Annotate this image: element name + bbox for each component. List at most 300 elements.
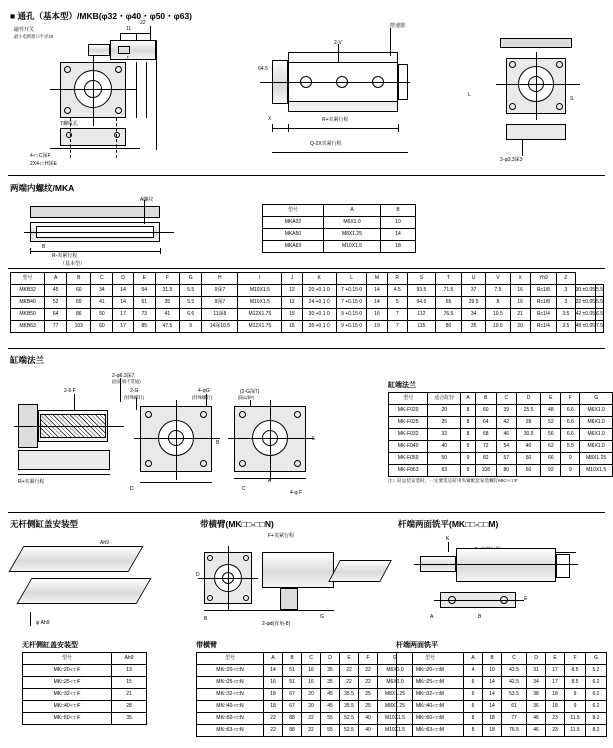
main-r2-c17: 34 — [462, 309, 486, 321]
s6-r5-c4: 46 — [527, 725, 546, 737]
flange-r0-c8: M6X1.0 — [580, 405, 613, 417]
main-r1-c19: 16 — [510, 297, 530, 309]
s6-r2-c4: 38 — [527, 689, 546, 701]
s5-r2-c3: 20 — [302, 689, 321, 701]
main-r3-c17: 35 — [462, 321, 486, 333]
label-d-5: D — [196, 572, 200, 578]
s6-th-2: B — [483, 653, 502, 665]
flange-r4-c6: 66 — [541, 453, 561, 465]
label-j: J — [126, 56, 129, 62]
flange-r1-c1: 25 — [428, 417, 461, 429]
mka-r1-c0: MKA50 — [263, 229, 324, 241]
s5-r4-c0: MK□50-□□N — [197, 713, 264, 725]
s5-r2-c7: M8X1.25 — [378, 689, 413, 701]
flange-r4-c1: 50 — [428, 453, 461, 465]
s6-r0-c1: 4 — [464, 665, 483, 677]
s6-r1-c2: 14 — [483, 677, 502, 689]
flange-r3-c3: 72 — [475, 441, 496, 453]
s4-r3-c1: 28 — [112, 701, 147, 713]
s5-r0-c2: 51 — [283, 665, 302, 677]
main-th-21: Z — [557, 273, 576, 285]
main-r2-c5: 73 — [133, 309, 155, 321]
s6-r5-c2: 18 — [483, 725, 502, 737]
s5-th-1: A — [264, 653, 283, 665]
s5-r2-c6: 25 — [359, 689, 378, 701]
label-l: L — [468, 92, 471, 98]
s6-th-7: G — [586, 653, 607, 665]
main-r0-c9: M10X1.5 — [238, 285, 282, 297]
s2-top-plate — [30, 206, 160, 218]
s5-hole-bl — [207, 595, 213, 601]
flange-r5-c0: MK-F063 — [389, 465, 428, 477]
mka-r0-c2: 10 — [381, 217, 416, 229]
s5-r3-c3: 20 — [302, 701, 321, 713]
main-th-5: E — [133, 273, 155, 285]
s5-r0-c3: 16 — [302, 665, 321, 677]
s5-r5-c1: 22 — [264, 725, 283, 737]
s3-sq2-hole-tr — [294, 411, 301, 418]
label-special-screw-2: (特殊螺钉) — [192, 395, 213, 400]
main-th-15: S — [407, 273, 435, 285]
s4-r3-c0: MK□40-□□F — [23, 701, 112, 713]
main-r3-c20: Rc1/4 — [530, 321, 556, 333]
s5-r4-c4: 55 — [321, 713, 340, 725]
table-row — [389, 405, 613, 417]
s4-r1-c1: 15 — [112, 677, 147, 689]
main-r2-c1: 64 — [45, 309, 67, 321]
flange-r0-c4: 39 — [496, 405, 516, 417]
s5-th-4: D — [321, 653, 340, 665]
main-r0-c22: 30 ±0.05 — [575, 285, 595, 297]
table-row — [389, 429, 613, 441]
flange-r0-c1: 20 — [428, 405, 461, 417]
table-row — [397, 665, 607, 677]
s3-sq-hole-tl — [145, 411, 152, 418]
main-th-1: A — [45, 273, 67, 285]
s5-table-title: 带横臂 — [196, 642, 217, 649]
s5-th-6: F — [359, 653, 378, 665]
main-th-10: J — [282, 273, 302, 285]
main-r0-c20: Rc1/8 — [530, 285, 556, 297]
s5-r2-c5: 35.5 — [340, 689, 359, 701]
main-th-4: D — [113, 273, 133, 285]
main-r2-c22: 42 ±0.05 — [575, 309, 595, 321]
table-row — [397, 713, 607, 725]
label-s: S — [570, 96, 574, 102]
main-r2-c23: 6.5 — [596, 309, 604, 321]
s5-handle — [280, 588, 298, 610]
main-r2-c21: 3.5 — [557, 309, 576, 321]
s6-r4-c0: MK□50-□□M — [397, 713, 464, 725]
s5-r2-c4: 45 — [321, 689, 340, 701]
main-r1-c23: 5.5 — [596, 297, 604, 309]
s1-hole-bl — [64, 107, 71, 114]
main-r3-c2: 103 — [67, 321, 91, 333]
s6-r2-c1: 6 — [464, 689, 483, 701]
flange-r5-c3: 108 — [475, 465, 496, 477]
label-4-f: 4-φ F — [290, 490, 303, 496]
s5-r1-c0: MK□25-□□N — [197, 677, 264, 689]
s5-r4-c1: 22 — [264, 713, 283, 725]
s3-sq2-hole-br — [294, 460, 301, 467]
s4-r4-c0: MK□50-□□F — [23, 713, 112, 725]
main-r3-c9: M12X1.75 — [238, 321, 282, 333]
main-r1-c13: 14 — [367, 297, 387, 309]
s1-mid-port-2 — [336, 76, 348, 88]
s6-r0-c6: 8.5 — [565, 665, 586, 677]
s5-r1-c7: M6X1.0 — [378, 677, 413, 689]
label-22: 22 — [140, 20, 146, 26]
s6-table — [396, 652, 607, 737]
flange-th-5: D — [516, 393, 540, 405]
main-r0-c10: 12 — [282, 285, 302, 297]
main-r1-c1: 52 — [45, 297, 67, 309]
flange-r2-c0: MK-F032 — [389, 429, 428, 441]
label-b: B — [42, 244, 46, 250]
s1-hole-tl — [64, 66, 71, 73]
table-row — [23, 689, 147, 701]
s5-r4-c3: 22 — [302, 713, 321, 725]
s5-r4-c6: 40 — [359, 713, 378, 725]
section-4-title: 无杆侧缸盖安装型 — [10, 519, 79, 529]
main-th-14: R — [387, 273, 407, 285]
main-r0-c16: 71.5 — [435, 285, 461, 297]
s6-r1-c0: MK□25-□□M — [397, 677, 464, 689]
s6-r0-c7: 5.2 — [586, 665, 607, 677]
main-r1-c2: 69 — [67, 297, 91, 309]
main-r2-c2: 86 — [67, 309, 91, 321]
mka-table — [262, 204, 416, 253]
main-r1-c21: 3 — [557, 297, 576, 309]
s1-bottom-hole-2 — [114, 132, 120, 138]
s5-r5-c7: M10X1.5 — [378, 725, 413, 737]
label-f-stroke: F+夹紧行程 — [268, 533, 294, 539]
main-r3-c10: 15 — [282, 321, 302, 333]
table-row — [389, 453, 613, 465]
flange-r2-c5: 30.5 — [516, 429, 540, 441]
label-d-3: D — [130, 486, 134, 492]
table-row — [397, 701, 607, 713]
main-r0-c21: 3 — [557, 285, 576, 297]
s6-th-1: A — [464, 653, 483, 665]
label-magnetic-switch: 磁性开关 — [14, 27, 35, 33]
main-r2-c0: MKB50 — [11, 309, 45, 321]
s5-th-7: G — [378, 653, 413, 665]
mka-r1-c1: M8X1.25 — [324, 229, 381, 241]
s5-r5-c5: 52.5 — [340, 725, 359, 737]
flange-r1-c4: 42 — [496, 417, 516, 429]
main-r3-c0: MKB63 — [11, 321, 45, 333]
label-q-2x-stroke: Q-2X夹紧行程 — [310, 141, 342, 147]
main-th-2: B — [67, 273, 91, 285]
flange-r3-c8: M6X1.0 — [580, 441, 613, 453]
main-r0-c0: MKB32 — [11, 285, 45, 297]
s3-flange-base — [18, 450, 110, 470]
table-row — [263, 217, 416, 229]
label-ah9: Ah9 — [100, 540, 109, 546]
flange-r4-c4: 57 — [496, 453, 516, 465]
s6-r1-c5: 17 — [546, 677, 565, 689]
main-r0-c5: 54 — [133, 285, 155, 297]
s6-r5-c7: 8.2 — [586, 725, 607, 737]
flange-th-1: 适合缸径 — [428, 393, 461, 405]
label-2g-deep7: (2-G深7) — [240, 389, 260, 395]
s5-hole-br — [243, 595, 249, 601]
main-th-16: T — [435, 273, 461, 285]
main-r3-c5: 85 — [133, 321, 155, 333]
flange-r3-c5: 40 — [516, 441, 540, 453]
label-11: 11 — [126, 26, 132, 32]
s4-r2-c0: MK□32-□□F — [23, 689, 112, 701]
table-row — [389, 417, 613, 429]
flange-r3-c7: 5.5 — [561, 441, 580, 453]
label-phi-d-8: 2-φd(直角-8) — [262, 621, 291, 627]
label-a-thread: A螺纹 — [140, 197, 154, 203]
s5-r3-c6: 25 — [359, 701, 378, 713]
label-a-6: A — [430, 614, 434, 620]
s6-r4-c4: 46 — [527, 713, 546, 725]
s6-th-3: C — [502, 653, 527, 665]
flange-r4-c8: M8X1.25 — [580, 453, 613, 465]
main-r1-c11: 24 +0.1 0 — [302, 297, 336, 309]
s6-r2-c6: 9 — [565, 689, 586, 701]
main-r3-c4: 17 — [113, 321, 133, 333]
s4-th-1: Ah9 — [112, 653, 147, 665]
main-th-12: L — [336, 273, 367, 285]
main-r0-c17: 37 — [462, 285, 486, 297]
main-r3-c21: 3.5 — [557, 321, 576, 333]
label-4c-deep-f: 4-□ C深F — [30, 153, 51, 159]
s6-r1-c7: 6.2 — [586, 677, 607, 689]
s6-r5-c6: 11.5 — [565, 725, 586, 737]
mka-th-0: 型号 — [263, 205, 324, 217]
main-r0-c14: 4.5 — [387, 285, 407, 297]
flange-r5-c1: 63 — [428, 465, 461, 477]
main-th-7: G — [180, 273, 202, 285]
s6-th-5: E — [546, 653, 565, 665]
main-th-19: X — [510, 273, 530, 285]
flange-table-title: 缸端法兰 — [388, 382, 416, 389]
s5-th-0: 型号 — [197, 653, 264, 665]
s5-r1-c2: 51 — [283, 677, 302, 689]
s6-r2-c3: 53.5 — [502, 689, 527, 701]
s5-r3-c2: 67 — [283, 701, 302, 713]
s5-r0-c7: M6X1.0 — [378, 665, 413, 677]
flange-r5-c2: 9 — [461, 465, 476, 477]
s5-r0-c1: 14 — [264, 665, 283, 677]
s6-body — [456, 548, 556, 582]
main-r1-c17: 29.5 — [462, 297, 486, 309]
s6-r4-c3: 77 — [502, 713, 527, 725]
s4-r1-c0: MK□25-□□F — [23, 677, 112, 689]
s6-r5-c0: MK□63-□□M — [397, 725, 464, 737]
label-2g: 2-G — [130, 388, 139, 394]
main-r2-c18: 10.5 — [486, 309, 510, 321]
main-th-17: U — [462, 273, 486, 285]
section-1-title: ■ 通孔（基本型）/MKB(φ32・φ40・φ50・φ63) — [10, 11, 193, 21]
label-thread-hole: T螺纹孔 — [60, 121, 79, 127]
flange-r4-c3: 82 — [475, 453, 496, 465]
main-r3-c13: 19 — [367, 321, 387, 333]
s6-r2-c2: 14 — [483, 689, 502, 701]
table-row — [263, 241, 416, 253]
label-k-6: K — [446, 536, 450, 542]
label-g-5: G — [320, 614, 324, 620]
main-r3-c1: 77 — [45, 321, 67, 333]
main-r1-c9: M10X1.5 — [238, 297, 282, 309]
s5-r5-c6: 40 — [359, 725, 378, 737]
mka-r1-c2: 14 — [381, 229, 416, 241]
main-r2-c3: 50 — [91, 309, 113, 321]
main-r2-c12: 9 +0.15 0 — [336, 309, 367, 321]
s5-r1-c5: 22 — [340, 677, 359, 689]
main-r2-c16: 76.5 — [435, 309, 461, 321]
flange-r2-c1: 32 — [428, 429, 461, 441]
main-r3-c19: 20 — [510, 321, 530, 333]
s6-r5-c5: 23 — [546, 725, 565, 737]
flange-r2-c8: M6X1.0 — [580, 429, 613, 441]
main-r0-c6: 31.5 — [155, 285, 179, 297]
main-r1-c6: 35 — [155, 297, 179, 309]
section-6-title: 杆端两面铣平(MK□□-□□M) — [398, 519, 499, 529]
s6-r3-c6: 9 — [565, 701, 586, 713]
s5-r0-c5: 22 — [340, 665, 359, 677]
label-4g: 4-φG — [198, 388, 210, 394]
s5-r3-c1: 18 — [264, 701, 283, 713]
main-r2-c9: M12X1.75 — [238, 309, 282, 321]
s5-th-5: E — [340, 653, 359, 665]
main-th-8: H — [202, 273, 238, 285]
main-th-3: C — [91, 273, 113, 285]
table-row — [197, 677, 413, 689]
main-r0-c18: 7.5 — [486, 285, 510, 297]
s5-r2-c0: MK□32-□□N — [197, 689, 264, 701]
s5-hole-tr — [243, 555, 249, 561]
flange-r3-c0: MK-F040 — [389, 441, 428, 453]
s3-sq-hole-tr — [200, 411, 207, 418]
s5-r3-c0: MK□40-□□N — [197, 701, 264, 713]
s6-r3-c4: 36 — [527, 701, 546, 713]
main-th-9: I — [238, 273, 282, 285]
main-r2-c20: Rc1/4 — [530, 309, 556, 321]
section-3-title: 缸端法兰 — [10, 355, 45, 365]
main-r1-c3: 41 — [91, 297, 113, 309]
section-2-title: 两端内螺纹/MKA — [10, 183, 75, 193]
main-r1-c15: 94.5 — [407, 297, 435, 309]
s6-r3-c7: 6.2 — [586, 701, 607, 713]
table-row — [263, 229, 416, 241]
s5-r1-c6: 22 — [359, 677, 378, 689]
main-th-0: 型号 — [11, 273, 45, 285]
label-a-3: A — [268, 478, 272, 484]
mka-r0-c1: M6X1.0 — [324, 217, 381, 229]
flange-r5-c5: 60 — [516, 465, 540, 477]
s5-th-2: B — [283, 653, 302, 665]
s5-r3-c7: M8X1.25 — [378, 701, 413, 713]
flange-r3-c2: 9 — [461, 441, 476, 453]
label-e-3: E — [312, 436, 316, 442]
label-min-radius: 最小电锁窗口半径10 — [14, 34, 54, 39]
main-r1-c10: 12 — [282, 297, 302, 309]
table-row — [397, 677, 607, 689]
main-r0-c11: 20 +0.1 0 — [302, 285, 336, 297]
s5-r0-c4: 35 — [321, 665, 340, 677]
label-2-3-3-deep-3: 2-φ3.3深3 — [500, 157, 523, 163]
flange-r4-c2: 9 — [461, 453, 476, 465]
flange-r1-c2: 8 — [461, 417, 476, 429]
s3-sq2-hole-bl — [239, 460, 246, 467]
s4-r0-c0: MK□20-□□F — [23, 665, 112, 677]
label-r-stroke: R+夹紧行程 — [322, 117, 349, 123]
main-r2-c11: 30 +0.1 0 — [302, 309, 336, 321]
main-r0-c12: 7 +0.15 0 — [336, 285, 367, 297]
s6-r2-c5: 18 — [546, 689, 565, 701]
main-r2-c15: 112 — [407, 309, 435, 321]
main-r1-c12: 7 +0.15 0 — [336, 297, 367, 309]
main-r3-c11: 35 +0.1 0 — [302, 321, 336, 333]
s1-right-top — [500, 38, 572, 48]
s5-r5-c4: 55 — [321, 725, 340, 737]
s1-left-part-a — [88, 44, 110, 56]
s5-r3-c5: 35.5 — [340, 701, 359, 713]
main-r3-c18: 10.5 — [486, 321, 510, 333]
main-r2-c14: 7 — [387, 309, 407, 321]
label-basic-type: （基本型） — [60, 261, 86, 267]
flange-r2-c7: 6.6 — [561, 429, 580, 441]
s6-r3-c5: 18 — [546, 701, 565, 713]
table-row — [389, 465, 613, 477]
s5-r3-c4: 45 — [321, 701, 340, 713]
table-row — [197, 713, 413, 725]
s3-sq-hole-br — [200, 460, 207, 467]
main-r3-c12: 9 +0.15 0 — [336, 321, 367, 333]
s5-r4-c5: 52.5 — [340, 713, 359, 725]
s1-hole-br — [115, 107, 122, 114]
s6-r1-c4: 34 — [527, 677, 546, 689]
label-x: X — [268, 116, 272, 122]
main-r2-c6: 41 — [155, 309, 179, 321]
s3-sq-hole-bl — [145, 460, 152, 467]
main-r1-c18: 8 — [486, 297, 510, 309]
s5-r1-c4: 35 — [321, 677, 340, 689]
s5-arm — [328, 560, 392, 582]
s1-mid-tail — [398, 64, 408, 100]
s4-r0-c1: 13 — [112, 665, 147, 677]
s6-r3-c3: 61 — [502, 701, 527, 713]
flange-r2-c4: 46 — [496, 429, 516, 441]
main-r2-c4: 17 — [113, 309, 133, 321]
main-r0-c23: 5.5 — [596, 285, 604, 297]
flange-r3-c6: 62 — [541, 441, 561, 453]
main-r0-c1: 45 — [45, 285, 67, 297]
main-r0-c2: 60 — [67, 285, 91, 297]
s5-th-3: C — [302, 653, 321, 665]
flange-r3-c1: 40 — [428, 441, 461, 453]
mka-r0-c0: MKA32 — [263, 217, 324, 229]
s6-r3-c0: MK□40-□□M — [397, 701, 464, 713]
s6-r5-c1: 8 — [464, 725, 483, 737]
flange-r2-c3: 68 — [475, 429, 496, 441]
table-row — [197, 701, 413, 713]
s5-r2-c1: 18 — [264, 689, 283, 701]
label-phi-ah9: φ Ah9 — [36, 620, 50, 626]
s4-body-iso-2 — [16, 578, 151, 604]
main-r3-c23: 7.5 — [596, 321, 604, 333]
s6-r1-c1: 6 — [464, 677, 483, 689]
s6-r0-c3: 42.5 — [502, 665, 527, 677]
s6-r0-c5: 17 — [546, 665, 565, 677]
table-row — [197, 665, 413, 677]
